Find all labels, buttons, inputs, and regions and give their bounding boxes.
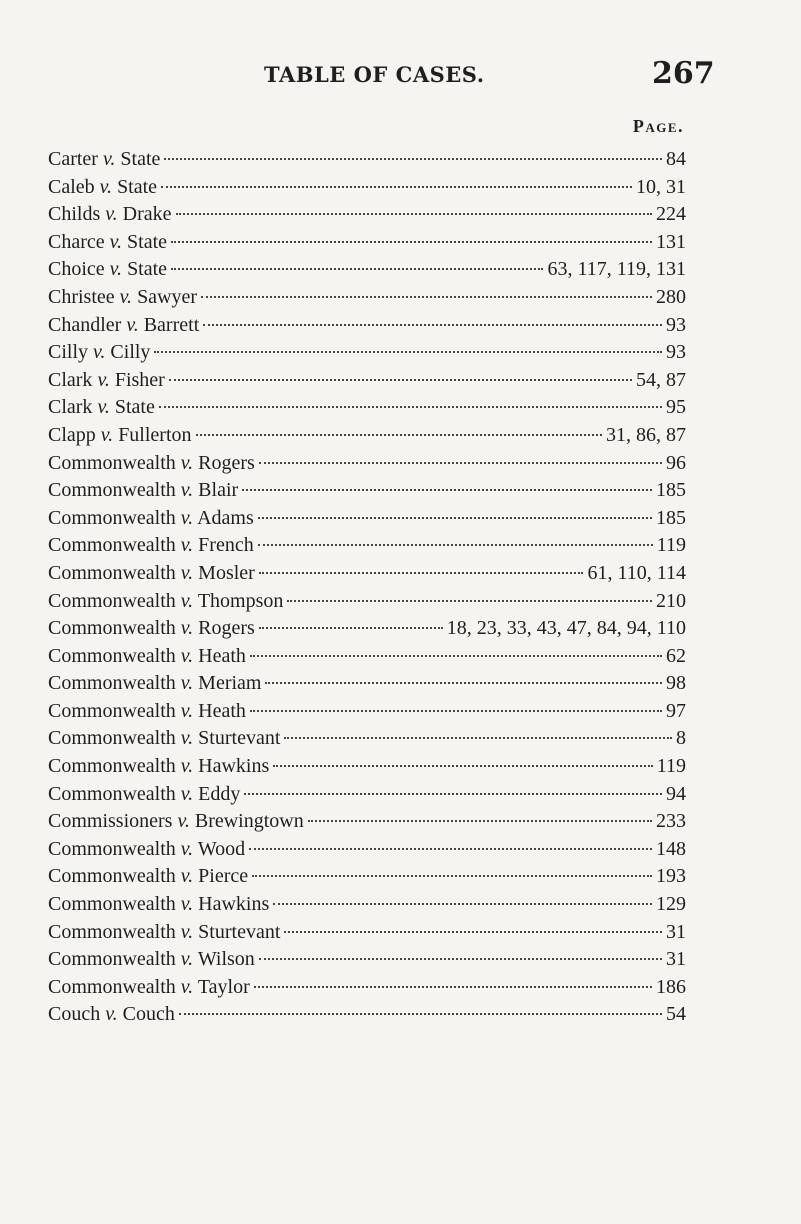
page-references: 131 <box>656 230 686 253</box>
case-name <box>48 229 167 257</box>
dot-leader <box>176 213 652 215</box>
plaintiff: Choice <box>48 258 105 281</box>
plaintiff: Caleb <box>48 175 95 198</box>
page-references: 93 <box>666 341 686 364</box>
page-references: 94 <box>666 782 686 805</box>
versus: v. <box>180 506 194 529</box>
versus: v. <box>180 561 194 584</box>
plaintiff: Commonwealth <box>48 644 176 667</box>
dot-leader <box>159 406 662 408</box>
dot-leader <box>169 379 632 381</box>
defendant: French <box>198 534 254 557</box>
page-references: 98 <box>666 672 686 695</box>
case-entry <box>48 808 686 836</box>
plaintiff: Clapp <box>48 423 96 446</box>
page-references: 31, 86, 87 <box>606 423 686 446</box>
versus: v. <box>99 175 113 198</box>
case-name <box>48 367 165 395</box>
defendant: Blair <box>198 479 239 502</box>
page-references: 185 <box>656 506 686 529</box>
page-references: 31 <box>666 920 686 943</box>
versus: v. <box>180 589 194 612</box>
case-entry <box>48 946 686 974</box>
defendant: Rogers <box>198 451 255 474</box>
case-entry <box>48 863 686 891</box>
page-header <box>0 56 801 98</box>
case-name <box>48 725 280 753</box>
running-title: TABLE OF CASES. <box>264 62 485 87</box>
defendant: Brewingtown <box>194 810 304 833</box>
versus: v. <box>93 341 106 364</box>
page-references: 148 <box>656 837 686 860</box>
plaintiff: Clark <box>48 396 93 419</box>
defendant: Sturtevant <box>198 727 281 750</box>
case-name <box>48 808 304 836</box>
page-references: 119 <box>656 534 686 557</box>
defendant: State <box>127 258 168 281</box>
plaintiff: Commonwealth <box>48 782 176 805</box>
dot-leader <box>203 324 662 326</box>
dot-leader <box>284 737 672 739</box>
versus: v. <box>109 230 123 253</box>
page-references: 63, 117, 119, 131 <box>547 258 686 281</box>
case-name <box>48 505 254 533</box>
case-entry <box>48 201 686 229</box>
case-name <box>48 781 240 809</box>
page-references: 280 <box>656 285 686 308</box>
dot-leader <box>201 296 652 298</box>
page-references: 210 <box>656 589 686 612</box>
page-references: 18, 23, 33, 43, 47, 84, 94, 110 <box>446 617 686 640</box>
dot-leader <box>244 793 662 795</box>
plaintiff: Commonwealth <box>48 479 176 502</box>
case-entry <box>48 312 686 340</box>
defendant: Eddy <box>198 782 241 805</box>
page-references: 10, 31 <box>636 175 686 198</box>
case-entry <box>48 450 686 478</box>
page-number: 267 <box>652 56 715 91</box>
case-entry <box>48 891 686 919</box>
plaintiff: Commonwealth <box>48 948 176 971</box>
plaintiff: Commonwealth <box>48 534 176 557</box>
page-references: 119 <box>656 755 686 778</box>
plaintiff: Commonwealth <box>48 561 176 584</box>
plaintiff: Christee <box>48 285 115 308</box>
dot-leader <box>171 268 543 270</box>
case-entry <box>48 836 686 864</box>
defendant: Wilson <box>197 948 255 971</box>
defendant: State <box>127 230 168 253</box>
versus: v. <box>100 423 114 446</box>
defendant: Mosler <box>198 561 255 584</box>
dot-leader <box>171 241 652 243</box>
case-entry <box>48 422 686 450</box>
case-entry <box>48 560 686 588</box>
versus: v. <box>180 644 194 667</box>
case-name <box>48 394 155 422</box>
defendant: State <box>120 148 161 170</box>
dot-leader <box>273 903 652 905</box>
page-references: 97 <box>666 699 686 722</box>
versus: v. <box>180 727 194 750</box>
plaintiff: Charce <box>48 230 105 253</box>
dot-leader <box>254 986 652 988</box>
defendant: Barrett <box>143 313 200 336</box>
dot-leader <box>259 462 662 464</box>
page-references: 84 <box>666 148 686 170</box>
case-entry <box>48 367 686 395</box>
case-entry <box>48 781 686 809</box>
versus: v. <box>97 368 110 391</box>
versus: v. <box>180 755 194 778</box>
page-references: 129 <box>656 893 686 916</box>
defendant: Meriam <box>198 672 262 695</box>
versus: v. <box>180 893 194 916</box>
dot-leader <box>259 958 662 960</box>
page-references: 224 <box>656 203 686 226</box>
defendant: Adams <box>197 506 254 529</box>
dot-leader <box>308 820 652 822</box>
case-entry <box>48 1001 686 1029</box>
dot-leader <box>273 765 652 767</box>
page-references: 96 <box>666 451 686 474</box>
plaintiff: Commonwealth <box>48 727 176 750</box>
case-entry <box>48 974 686 1002</box>
case-entry <box>48 229 686 257</box>
versus: v. <box>102 148 116 170</box>
defendant: Thompson <box>197 589 284 612</box>
defendant: Heath <box>198 699 246 722</box>
case-name <box>48 643 246 671</box>
versus: v. <box>180 617 194 640</box>
plaintiff: Commonwealth <box>48 699 176 722</box>
case-entry <box>48 919 686 947</box>
versus: v. <box>180 782 194 805</box>
defendant: Couch <box>122 1003 175 1026</box>
case-entry <box>48 615 686 643</box>
defendant: Sturtevant <box>198 920 281 943</box>
case-entry <box>48 146 686 174</box>
defendant: Pierce <box>198 865 249 888</box>
versus: v. <box>180 479 194 502</box>
case-name <box>48 174 157 202</box>
dot-leader <box>250 710 662 712</box>
plaintiff: Cilly <box>48 341 89 364</box>
dot-leader <box>259 572 584 574</box>
dot-leader <box>258 544 653 546</box>
defendant: Taylor <box>197 975 250 998</box>
case-name <box>48 256 167 284</box>
versus: v. <box>180 451 194 474</box>
case-name <box>48 670 261 698</box>
case-entry <box>48 339 686 367</box>
dot-leader <box>154 351 662 353</box>
page-column-heading: Page. <box>632 116 684 136</box>
case-name <box>48 532 254 560</box>
case-name <box>48 615 255 643</box>
versus: v. <box>180 975 194 998</box>
defendant: Cilly <box>110 341 151 364</box>
plaintiff: Carter <box>48 148 98 170</box>
case-name <box>48 588 283 616</box>
versus: v. <box>180 837 194 860</box>
plaintiff: Commonwealth <box>48 755 176 778</box>
case-name <box>48 201 172 229</box>
defendant: Fisher <box>114 368 165 391</box>
case-entry <box>48 532 686 560</box>
case-entry <box>48 753 686 781</box>
case-name <box>48 919 280 947</box>
plaintiff: Commonwealth <box>48 451 176 474</box>
dot-leader <box>249 848 652 850</box>
plaintiff: Commonwealth <box>48 920 176 943</box>
page-references: 185 <box>656 479 686 502</box>
case-entry <box>48 698 686 726</box>
case-name <box>48 753 269 781</box>
case-name <box>48 891 269 919</box>
dot-leader <box>265 682 662 684</box>
case-name <box>48 339 150 367</box>
versus: v. <box>97 396 110 419</box>
dot-leader <box>284 931 662 933</box>
dot-leader <box>196 434 602 436</box>
defendant: Drake <box>122 203 172 226</box>
defendant: Hawkins <box>198 755 270 778</box>
defendant: Rogers <box>198 617 255 640</box>
plaintiff: Commonwealth <box>48 589 176 612</box>
case-entry <box>48 505 686 533</box>
dot-leader <box>252 875 652 877</box>
case-list <box>48 146 686 1029</box>
page-references: 31 <box>666 948 686 971</box>
case-entry <box>48 174 686 202</box>
versus: v. <box>180 920 194 943</box>
case-name <box>48 863 248 891</box>
case-name <box>48 946 255 974</box>
case-name <box>48 974 250 1002</box>
versus: v. <box>119 285 133 308</box>
defendant: Sawyer <box>137 285 198 308</box>
case-entry <box>48 725 686 753</box>
plaintiff: Commonwealth <box>48 975 176 998</box>
dot-leader <box>258 517 652 519</box>
case-entry <box>48 588 686 616</box>
plaintiff: Chandler <box>48 313 122 336</box>
plaintiff: Couch <box>48 1003 101 1026</box>
plaintiff: Commissioners <box>48 810 173 833</box>
page-references: 62 <box>666 644 686 667</box>
case-entry <box>48 394 686 422</box>
versus: v. <box>177 810 190 833</box>
dot-leader <box>259 627 443 629</box>
defendant: Heath <box>198 644 246 667</box>
dot-leader <box>250 655 662 657</box>
page-references: 233 <box>656 810 686 833</box>
case-name <box>48 312 199 340</box>
page-references: 54 <box>666 1003 686 1026</box>
page-references: 186 <box>656 975 686 998</box>
versus: v. <box>105 203 118 226</box>
page-references: 8 <box>676 727 686 750</box>
case-entry <box>48 670 686 698</box>
dot-leader <box>164 158 662 160</box>
plaintiff: Commonwealth <box>48 617 176 640</box>
plaintiff: Childs <box>48 203 101 226</box>
plaintiff: Commonwealth <box>48 893 176 916</box>
plaintiff: Clark <box>48 368 93 391</box>
case-name <box>48 450 255 478</box>
defendant: State <box>117 175 158 198</box>
defendant: Wood <box>197 837 246 860</box>
page-references: 193 <box>656 865 686 888</box>
page-references: 54, 87 <box>636 368 686 391</box>
case-name <box>48 146 160 174</box>
case-name <box>48 422 192 450</box>
versus: v. <box>180 948 194 971</box>
versus: v. <box>180 534 194 557</box>
plaintiff: Commonwealth <box>48 672 176 695</box>
case-entry <box>48 256 686 284</box>
versus: v. <box>180 699 194 722</box>
dot-leader <box>179 1013 662 1015</box>
case-name <box>48 1001 175 1029</box>
case-entry <box>48 643 686 671</box>
page-references: 95 <box>666 396 686 419</box>
dot-leader <box>161 186 632 188</box>
plaintiff: Commonwealth <box>48 506 176 529</box>
case-name <box>48 836 245 864</box>
plaintiff: Commonwealth <box>48 865 176 888</box>
versus: v. <box>109 258 123 281</box>
case-name <box>48 477 238 505</box>
defendant: Hawkins <box>198 893 270 916</box>
versus: v. <box>105 1003 118 1026</box>
versus: v. <box>180 865 194 888</box>
dot-leader <box>287 600 652 602</box>
case-name <box>48 560 255 588</box>
case-name <box>48 284 197 312</box>
defendant: State <box>114 396 155 419</box>
case-entry <box>48 477 686 505</box>
page-references: 93 <box>666 313 686 336</box>
page-references: 61, 110, 114 <box>587 561 686 584</box>
defendant: Fullerton <box>118 423 192 446</box>
versus: v. <box>180 672 194 695</box>
dot-leader <box>242 489 652 491</box>
case-entry <box>48 284 686 312</box>
plaintiff: Commonwealth <box>48 837 176 860</box>
versus: v. <box>126 313 139 336</box>
case-name <box>48 698 246 726</box>
